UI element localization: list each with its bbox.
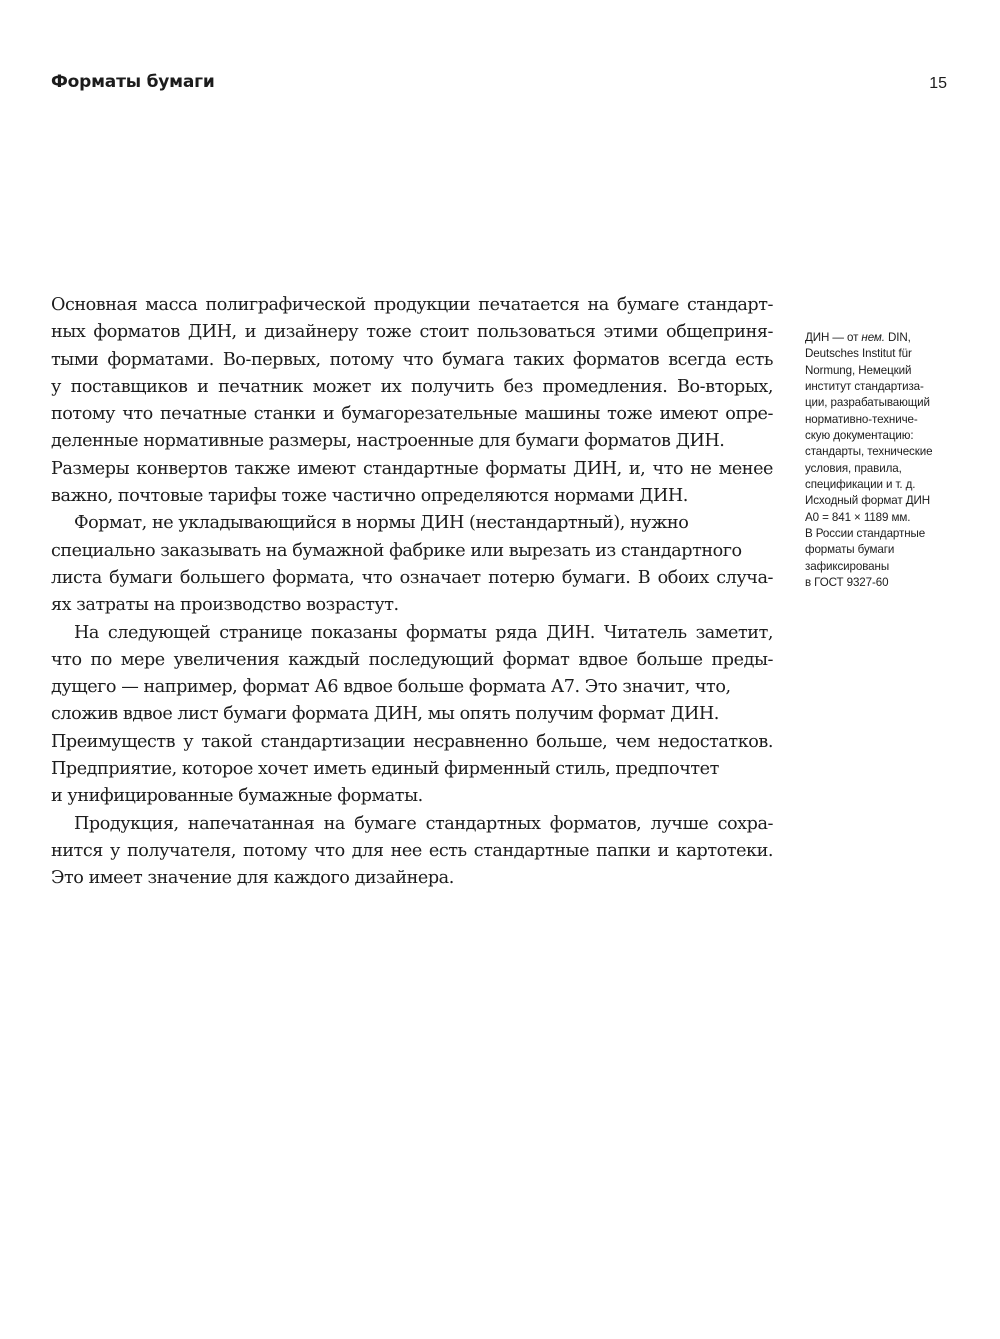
sidenote-line: спецификации и т. д.: [805, 478, 916, 492]
text-line: специально заказывать на бумажной фабрике или вырезать из стандартного: [51, 540, 742, 561]
paragraph-3: [51, 620, 773, 811]
sidenote-line: Normung, Немецкий: [805, 363, 912, 377]
text-line: нится у получателя, потому что для нее есть стандартные папки и картотеки.: [51, 840, 773, 861]
main-text: [51, 292, 773, 893]
sidenote-line: в ГОСТ 9327-60: [805, 576, 889, 590]
text-line: у поставщиков и печатник может их получить без промедления. Во-вторых,: [51, 376, 773, 397]
sidenote: [805, 330, 965, 592]
text-line: ях затраты на производство возрастут.: [51, 595, 399, 616]
text-line: Продукция, напечатанная на бумаге стандартных форматов, лучше сохра-: [74, 813, 773, 834]
paragraph-1: [51, 292, 773, 510]
sidenote-line: форматы бумаги: [805, 543, 895, 557]
page-title: Форматы бумаги: [51, 72, 215, 92]
sidenote-line: нормативно-техниче-: [805, 412, 918, 426]
sidenote-line: условия, правила,: [805, 461, 902, 475]
text-line: На следующей странице показаны форматы ряда ДИН. Читатель заметит,: [74, 622, 773, 643]
text-line: Преимуществ у такой стандартизации несравненно больше, чем недостатков.: [51, 731, 773, 752]
text-line: Предприятие, которое хочет иметь единый фирменный стиль, предпочтет: [51, 759, 719, 780]
sidenote-first-line: [805, 330, 965, 346]
sidenote-line: скую документацию:: [805, 429, 914, 443]
text-line: Размеры конвертов также имеют стандартные форматы ДИН, и, что не менее: [51, 458, 773, 479]
sidenote-abbrev: нем.: [861, 331, 885, 344]
text-line: и унифицированные бумажные форматы.: [51, 786, 423, 807]
text-line: тыми форматами. Во-первых, потому что бумага таких форматов всегда есть: [51, 349, 773, 370]
paragraph-4: [51, 811, 773, 893]
sidenote-line: стандарты, технические: [805, 445, 933, 459]
sidenote-line: Deutsches Institut für: [805, 347, 912, 361]
text-line: сложив вдвое лист бумаги формата ДИН, мы опять получим формат ДИН.: [51, 704, 719, 725]
sidenote-line: А0 = 841 × 1189 мм.: [805, 510, 911, 524]
text-line: листа бумаги большего формата, что означает потерю бумаги. В обоих случа-: [51, 567, 773, 588]
sidenote-line: зафиксированы: [805, 559, 890, 573]
sidenote-line: ции, разрабатывающий: [805, 396, 930, 410]
text-line: Формат, не укладывающийся в нормы ДИН (нестандартный), нужно: [74, 513, 689, 534]
sidenote-suffix: DIN,: [884, 331, 911, 344]
sidenote-line: Исходный формат ДИН: [805, 494, 930, 508]
text-line: Основная масса полиграфической продукции печатается на бумаге стандарт-: [51, 295, 773, 315]
text-line: деленные нормативные размеры, настроенные для бумаги форматов ДИН.: [51, 431, 725, 452]
text-line: что по мере увеличения каждый последующий формат вдвое больше преды-: [51, 649, 773, 670]
sidenote-prefix: ДИН — от: [805, 331, 862, 344]
text-line: важно, почтовые тарифы тоже частично определяются нормами ДИН.: [51, 486, 688, 507]
text-line: ных форматов ДИН, и дизайнеру тоже стоит пользоваться этими общеприня-: [51, 322, 773, 343]
paragraph-2: [51, 510, 773, 619]
text-line: потому что печатные станки и бумагорезательные машины тоже имеют опре-: [51, 404, 773, 425]
sidenote-line: институт стандартиза-: [805, 380, 924, 394]
sidenote-line: В России стандартные: [805, 527, 926, 541]
text-line: дущего — например, формат А6 вдвое больше формата А7. Это значит, что,: [51, 677, 731, 698]
text-line: Это имеет значение для каждого дизайнера.: [51, 868, 454, 889]
page-number: 15: [929, 75, 947, 92]
